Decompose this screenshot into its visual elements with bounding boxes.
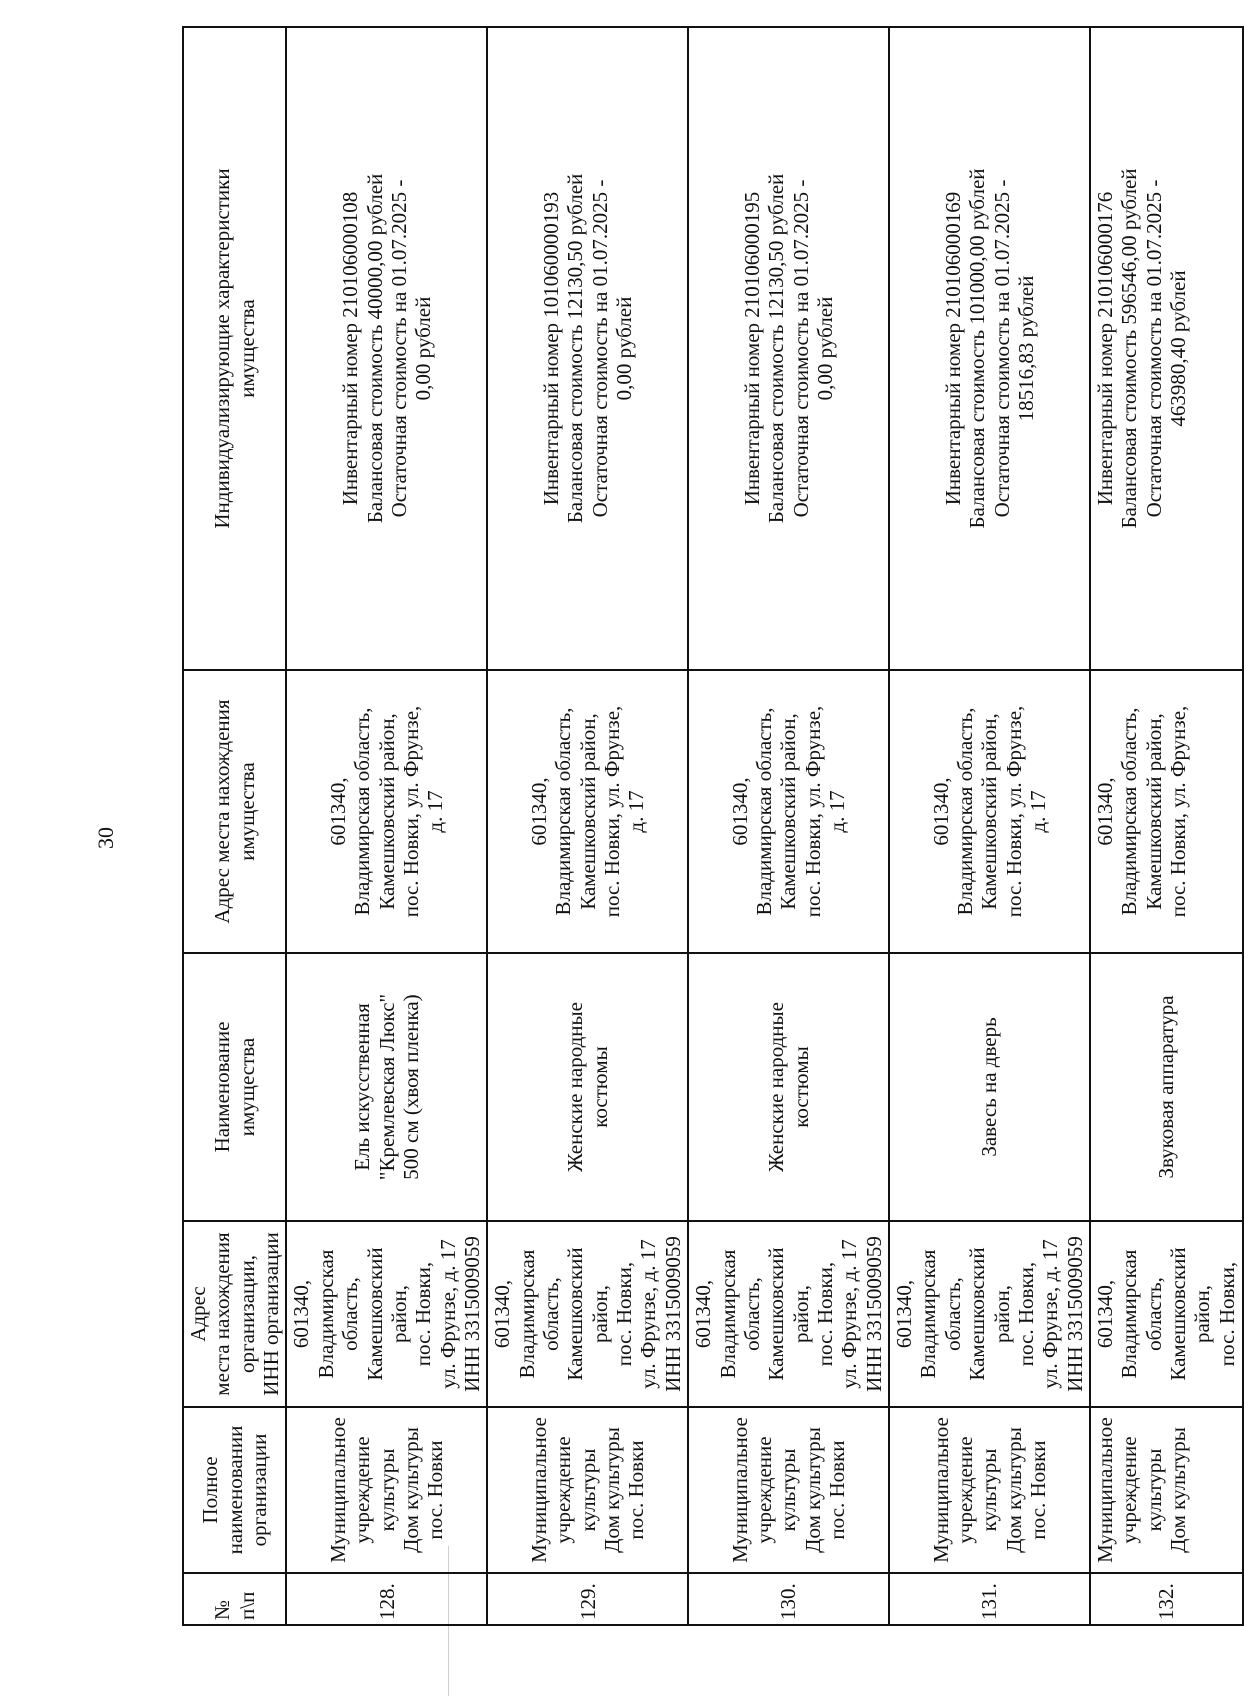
page-number-text: 30 — [93, 827, 118, 849]
organization-address: 601340, Владимирская область, Камешковский район, пос. Новки, ул. Фрунзе, д. 17 ИНН 3315009059 — [688, 1221, 889, 1407]
property-location: 601340, Владимирская область, Камешковский район, пос. Новки, ул. Фрунзе, д. 17 — [286, 670, 487, 953]
header-property-characteristics: Индивидуализирующие характеристики имущества — [183, 27, 286, 670]
table-row — [688, 27, 889, 1625]
table-row — [889, 27, 1090, 1625]
property-location: 601340, Владимирская область, Камешковский район, пос. Новки, ул. Фрунзе, д. 17 — [688, 670, 889, 953]
property-location: 601340, Владимирская область, Камешковский район, пос. Новки, ул. Фрунзе, — [1090, 670, 1243, 953]
table-row — [286, 27, 487, 1625]
row-number: 131. — [889, 1573, 1090, 1625]
property-characteristics: Инвентарный номер 101060000193 Балансовая стоимость 12130,50 рублей Остаточная стоимость на 01.07.2025 - 0,00 рублей — [487, 27, 688, 670]
organization-address: 601340, Владимирская область, Камешковский район, пос. Новки, ул. Фрунзе, д. 17 ИНН 3315009059 — [286, 1221, 487, 1407]
organization-name: Муниципальное учреждение культуры Дом культуры — [1090, 1407, 1243, 1573]
property-name: Женские народные костюмы — [688, 953, 889, 1221]
header-organization-name: Полное наименовании организации — [183, 1407, 286, 1573]
header-property-name: Наименование имущества — [183, 953, 286, 1221]
property-name: Звуковая аппаратура — [1090, 953, 1243, 1221]
organization-address: 601340, Владимирская область, Камешковский район, пос. Новки, — [1090, 1221, 1243, 1407]
row-number: 130. — [688, 1573, 889, 1625]
property-name: Женские народные костюмы — [487, 953, 688, 1221]
property-name: Ель искусственная "Кремлевская Люкс" 500 см (хвоя пленка) — [286, 953, 487, 1221]
property-characteristics: Инвентарный номер 210106000169 Балансовая стоимость 101000,00 рублей Остаточная стоимость на 01.07.2025 - 18516,83 рублей — [889, 27, 1090, 670]
row-number: 128. — [286, 1573, 487, 1625]
property-registry-table — [182, 26, 1244, 1626]
header-property-location: Адрес места нахождения имущества — [183, 670, 286, 953]
property-characteristics: Инвентарный номер 210106000108 Балансовая стоимость 40000,00 рублей Остаточная стоимость на 01.07.2025 - 0,00 рублей — [286, 27, 487, 670]
organization-name: Муниципальное учреждение культуры Дом культуры пос. Новки — [688, 1407, 889, 1573]
organization-name: Муниципальное учреждение культуры Дом культуры пос. Новки — [487, 1407, 688, 1573]
table-header-row — [183, 27, 286, 1625]
row-number: 132. — [1090, 1573, 1243, 1625]
organization-address: 601340, Владимирская область, Камешковский район, пос. Новки, ул. Фрунзе, д. 17 ИНН 3315009059 — [889, 1221, 1090, 1407]
organization-address: 601340, Владимирская область, Камешковский район, пос. Новки, ул. Фрунзе, д. 17 ИНН 3315009059 — [487, 1221, 688, 1407]
row-number: 129. — [487, 1573, 688, 1625]
property-name: Завесь на дверь — [889, 953, 1090, 1221]
organization-name: Муниципальное учреждение культуры Дом культуры пос. Новки — [286, 1407, 487, 1573]
property-registry-table-container — [182, 28, 1239, 1626]
property-characteristics: Инвентарный номер 210106000176 Балансовая стоимость 596546,00 рублей Остаточная стоимость на 01.07.2025 - 463980,40 рублей — [1090, 27, 1243, 670]
header-number: № п\п — [183, 1573, 286, 1625]
header-organization-address: Адрес места нахождения организации, ИНН организации — [183, 1221, 286, 1407]
organization-name: Муниципальное учреждение культуры Дом культуры пос. Новки — [889, 1407, 1090, 1573]
table-row — [1090, 27, 1243, 1625]
property-location: 601340, Владимирская область, Камешковский район, пос. Новки, ул. Фрунзе, д. 17 — [487, 670, 688, 953]
property-characteristics: Инвентарный номер 210106000195 Балансовая стоимость 12130,50 рублей Остаточная стоимость на 01.07.2025 - 0,00 рублей — [688, 27, 889, 670]
table-row — [487, 27, 688, 1625]
property-location: 601340, Владимирская область, Камешковский район, пос. Новки, ул. Фрунзе, д. 17 — [889, 670, 1090, 953]
page-number — [94, 818, 118, 858]
